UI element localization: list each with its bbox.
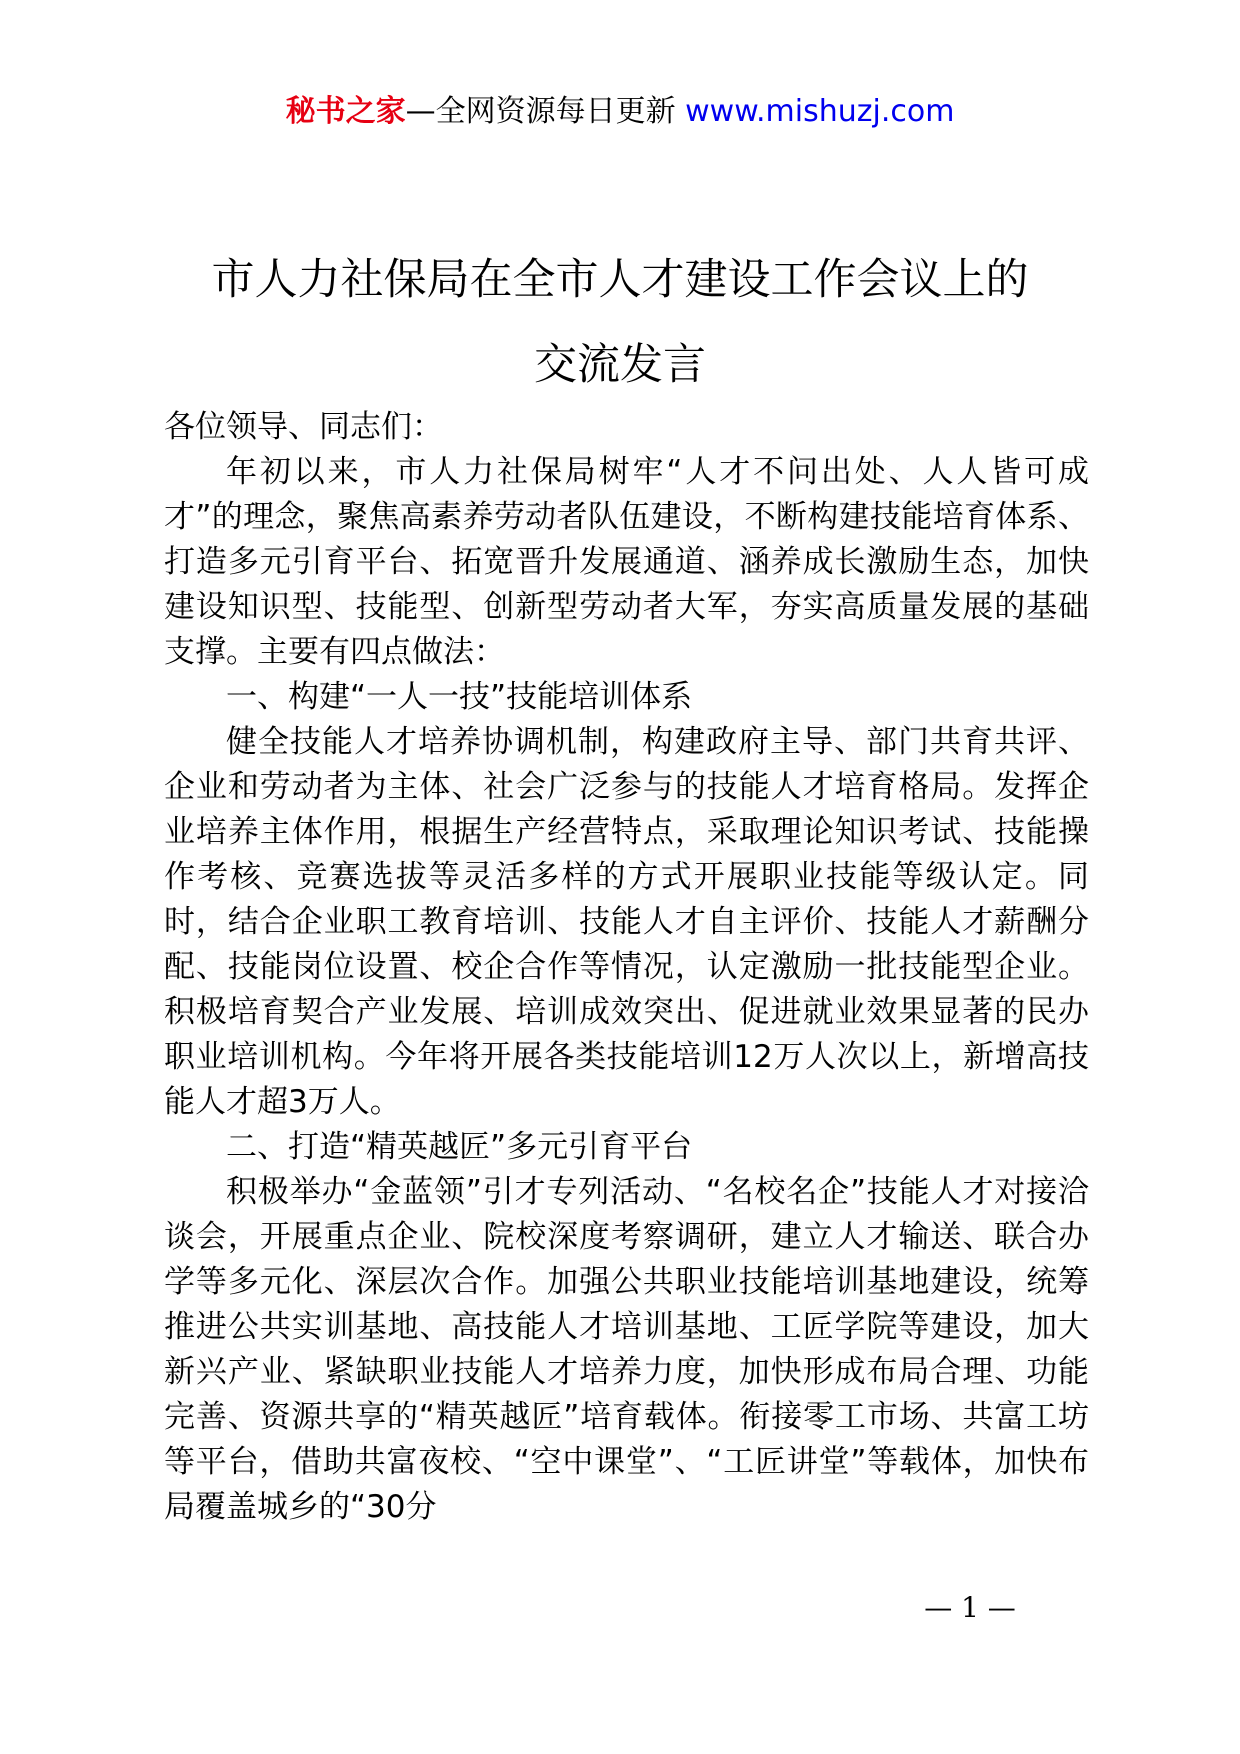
page-number: — 1 — — [924, 1591, 1016, 1624]
section-heading-2: 二、打造“精英越匠”多元引育平台 — [226, 1129, 693, 1165]
section-heading-1: 一、构建“一人一技”技能培训体系 — [226, 679, 693, 715]
paragraph-intro: 年初以来，市人力社保局树牢“人才不问出处、人人皆可成才”的理念，聚焦高素养劳动者队伍建设，不断构建技能培育体系、打造多元引育平台、拓宽晋升发展通道、涵养成长激励生态，加快建设知识型、技能型、创新型劳动者大军，夯实高质量发展的基础支撑。主要有四点做法： — [164, 454, 1089, 670]
title-line-1: 市人力社保局在全市人才建设工作会议上的 — [211, 255, 1029, 305]
document-body — [164, 405, 1089, 1530]
title-line-2: 交流发言 — [534, 340, 706, 390]
salutation: 各位领导、同志们： — [164, 409, 443, 445]
site-header — [0, 92, 1240, 132]
site-tagline: —全网资源每日更新 — [405, 94, 686, 129]
site-brand: 秘书之家 — [285, 94, 406, 129]
site-url-link[interactable]: www.mishuzj.com — [685, 94, 955, 129]
paragraph-section-2: 积极举办“金蓝领”引才专列活动、“名校名企”技能人才对接洽谈会，开展重点企业、院校深度考察调研，建立人才输送、联合办学等多元化、深层次合作。加强公共职业技能培训基地建设，统筹推进公共实训基地、高技能人才培训基地、工匠学院等建设，加大新兴产业、紧缺职业技能人才培养力度，加快形成布局合理、功能完善、资源共享的“精英越匠”培育载体。衔接零工市场、共富工坊等平台，借助共富夜校、“空中课堂”、“工匠讲堂”等载体，加快布局覆盖城乡的“30分 — [164, 1174, 1089, 1525]
document-title — [0, 238, 1240, 408]
paragraph-section-1: 健全技能人才培养协调机制，构建政府主导、部门共育共评、企业和劳动者为主体、社会广泛参与的技能人才培育格局。发挥企业培养主体作用，根据生产经营特点，采取理论知识考试、技能操作考核、竞赛选拔等灵活多样的方式开展职业技能等级认定。同时，结合企业职工教育培训、技能人才自主评价、技能人才薪酬分配、技能岗位设置、校企合作等情况，认定激励一批技能型企业。积极培育契合产业发展、培训成效突出、促进就业效果显著的民办职业培训机构。今年将开展各类技能培训12万人次以上，新增高技能人才超3万人。 — [164, 724, 1089, 1120]
